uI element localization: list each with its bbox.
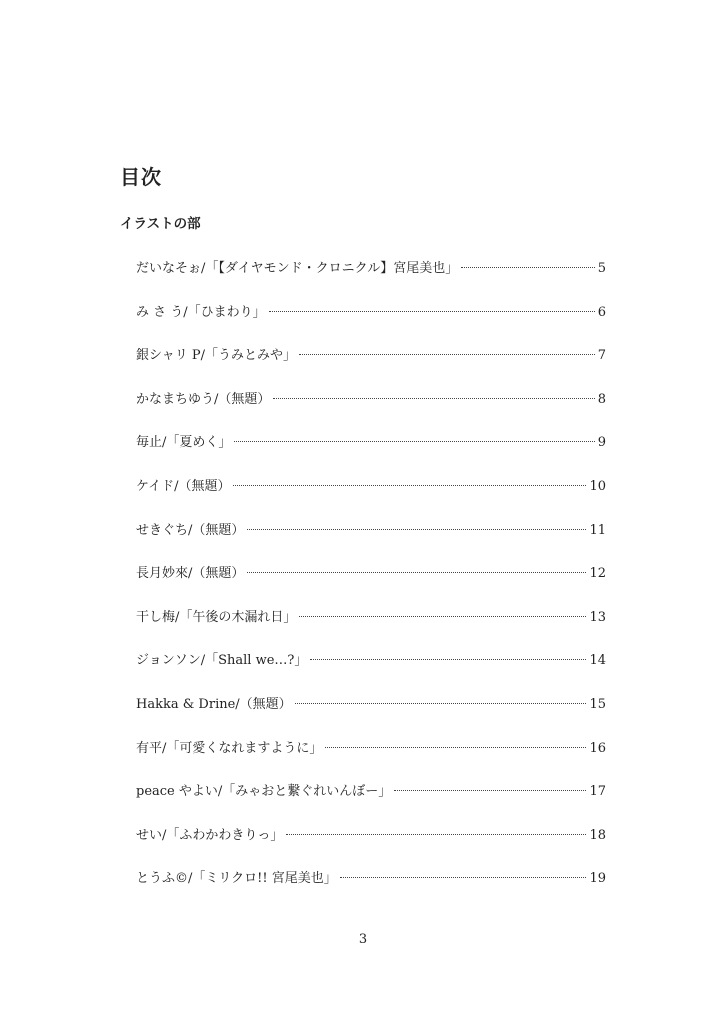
toc-entry-label: 長月妙來/（無題） — [136, 566, 245, 582]
toc-entry — [136, 824, 606, 868]
toc-entry-page: 9 — [597, 435, 606, 451]
toc-entry-page: 16 — [589, 740, 606, 756]
toc-entry-label: かなまちゆう/（無題） — [136, 391, 271, 407]
toc-entry-label: 干し梅/「午後の木漏れ日」 — [136, 609, 297, 625]
toc-entry-label: せきぐち/（無題） — [136, 522, 245, 538]
toc-entry-page: 14 — [589, 653, 606, 669]
dot-leader — [247, 529, 586, 530]
page-number: 3 — [358, 932, 368, 947]
toc-entry — [136, 867, 606, 911]
toc-entry-label: peace やよい/「みゃおと繋ぐれいんぼー」 — [136, 784, 392, 800]
toc-entry-label: 有平/「可愛くなれますように」 — [136, 740, 323, 756]
toc-entry-label: ジョンソン/「Shall we…?」 — [136, 653, 308, 669]
dot-leader — [247, 572, 586, 573]
toc-entry-page: 11 — [589, 522, 606, 538]
toc-entry-page: 15 — [589, 696, 606, 712]
toc-entry-page: 6 — [597, 304, 606, 320]
dot-leader — [273, 398, 594, 399]
toc-entry-page: 5 — [597, 261, 606, 276]
toc-entry-label: み さ う/「ひまわり」 — [136, 304, 266, 320]
toc-entry-label: 毎止/「夏めく」 — [136, 435, 232, 451]
dot-leader — [299, 354, 595, 355]
section-heading: イラストの部 — [120, 216, 201, 232]
toc-entry — [136, 519, 606, 563]
dot-leader — [233, 485, 586, 486]
dot-leader — [286, 834, 586, 835]
toc-entry — [136, 693, 606, 737]
toc-entry — [136, 649, 606, 693]
dot-leader — [299, 616, 586, 617]
dot-leader — [269, 311, 595, 312]
toc-entry — [136, 606, 606, 650]
dot-leader — [325, 747, 586, 748]
toc-entry-page: 12 — [589, 566, 606, 582]
dot-leader — [310, 659, 586, 660]
toc-entry-page: 13 — [589, 609, 606, 625]
dot-leader — [461, 267, 594, 268]
toc-entry-page: 8 — [597, 391, 606, 407]
toc-entry-page: 17 — [589, 784, 606, 800]
toc-entry — [136, 344, 606, 388]
dot-leader — [234, 441, 594, 442]
toc-entry-page: 7 — [597, 348, 606, 364]
toc-entry — [136, 301, 606, 345]
toc-entry-page: 10 — [589, 478, 606, 494]
toc-entry-page: 18 — [589, 827, 606, 843]
toc-entry-page: 19 — [589, 871, 606, 887]
dot-leader — [394, 790, 586, 791]
toc-entry — [136, 257, 606, 301]
toc-entry — [136, 475, 606, 519]
toc-entry-label: 銀シャリ P/「うみとみや」 — [136, 348, 296, 364]
toc-entry — [136, 388, 606, 432]
toc-entry-label: だいなそぉ/「【ダイヤモンド・クロニクル】宮尾美也」 — [136, 261, 459, 276]
page-title: 目次 — [120, 165, 162, 189]
toc-entry-label: せい/「ふわかわきりっ」 — [136, 827, 284, 843]
toc-entry — [136, 780, 606, 824]
dot-leader — [295, 703, 587, 704]
dot-leader — [340, 877, 587, 878]
toc-entry — [136, 737, 606, 781]
toc-entry — [136, 562, 606, 606]
toc-entry — [136, 431, 606, 475]
toc-entry-label: とうふ©/「ミリクロ!! 宮尾美也」 — [136, 871, 337, 887]
table-of-contents — [136, 257, 606, 911]
toc-entry-label: Hakka & Drine/（無題） — [136, 696, 292, 712]
toc-entry-label: ケイド/（無題） — [136, 478, 231, 494]
